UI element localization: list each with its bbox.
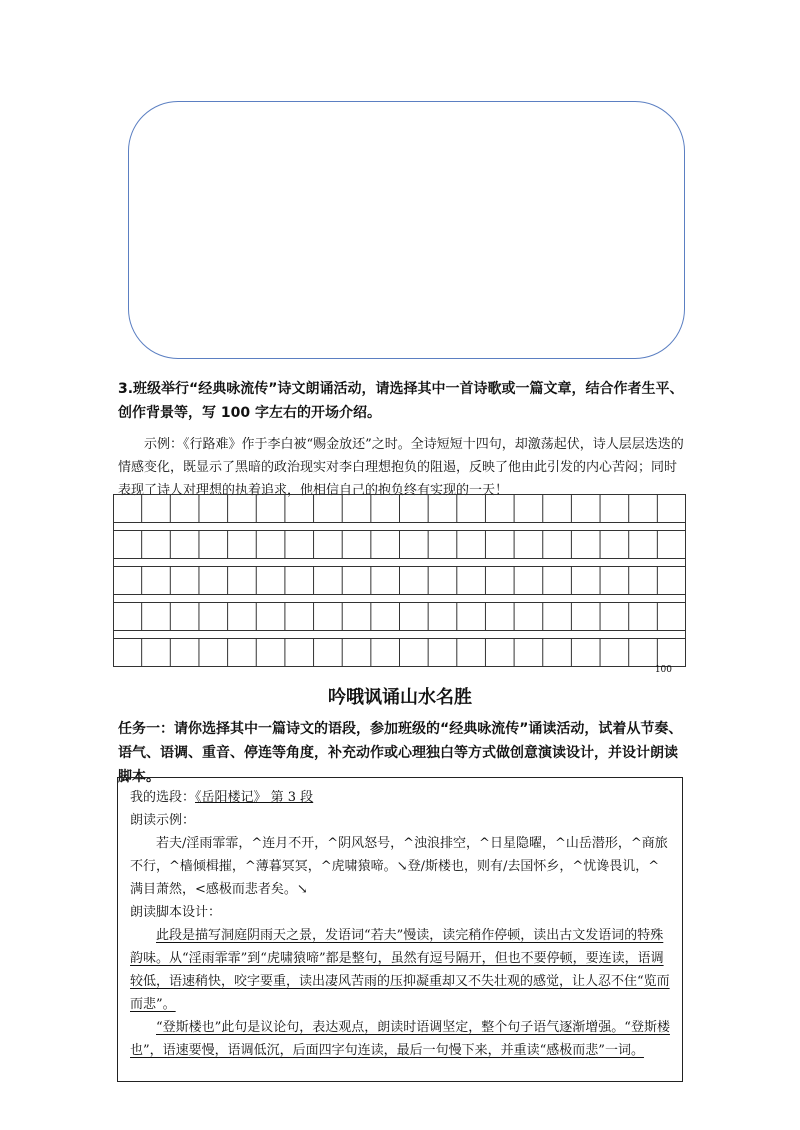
grid-count-label: 100 <box>654 665 672 675</box>
grid-row-gap <box>114 631 686 639</box>
writing-grid-lines <box>113 494 686 675</box>
reading-script-box <box>117 777 683 1082</box>
design-label: 朗读脚本设计： <box>130 905 222 920</box>
grid-row-gap <box>114 595 686 603</box>
design-paragraph-1: 此段是描写洞庭阴雨天之景，发语词“若夫”慢读，读完稍作停顿，读出古文发语词的特殊韵味。从“淫雨霏霏”到“虎啸猿啼”都是整句，虽然有逗号隔开，但也不要停顿，要连读，语调较低，语速稍快，咬字要重，读出凄风苦雨的压抑凝重却又不失壮观的感觉，让人忍不住“览而而悲”。 <box>130 928 670 1012</box>
question-3-prompt: 3.班级举行“经典咏流传”诗文朗诵活动，请选择其中一首诗歌或一篇文章，结合作者生平、创作背景等，写 100 字左右的开场介绍。 <box>118 381 684 421</box>
selection-label: 我的选段： <box>130 790 196 805</box>
reading-example-label: 朗读示例： <box>130 813 196 828</box>
grid-row-gap <box>114 523 686 531</box>
answer-box[interactable] <box>128 101 685 359</box>
example-text: 《行路难》作于李白被“赐金放还”之时。全诗短短十四句，却激荡起伏，诗人层层迭迭的情感变化，既显示了黑暗的政治现实对李白理想抱负的阻遏，反映了他由此引发的内心苦闷；同时表现了诗人对理想的执着追求，他相信自己的抱负终有实现的一天！ <box>118 437 684 498</box>
task-prompt: 任务一：请你选择其中一篇诗文的语段，参加班级的“经典咏流传”诵读活动，试着从节奏、语气、语调、重音、停连等角度，补充动作或心理独白等方式做创意演读设计，并设计朗读脚本。 <box>118 721 683 785</box>
grid-row-gap <box>114 559 686 567</box>
example-block <box>118 433 688 502</box>
example-label: 示例： <box>144 437 184 452</box>
writing-grid[interactable] <box>113 494 686 675</box>
selection-value: 《岳阳楼记》 第 3 段 <box>195 790 314 805</box>
design-paragraph-2: “登斯楼也”此句是议论句，表达观点，朗读时语调坚定，整个句子语气逐渐增强。“登斯楼也”，语速要慢，语调低沉，后面四字句连读，最后一句慢下来，并重读“感极而悲”一词。 <box>130 1020 670 1058</box>
reading-example-text: 若夫/淫雨霏霏，^连月不开，^阴风怒号，^浊浪排空，^日星隐曜，^山岳潜形，^商旅不行，^樯倾楫摧，^薄暮冥冥，^虎啸猿啼。↘登/斯楼也，则有/去国怀乡，^忧谗畏讥，^满目萧然，<感极而悲者矣。↘ <box>130 836 668 897</box>
section-title: 吟哦讽诵山水名胜 <box>328 687 472 708</box>
